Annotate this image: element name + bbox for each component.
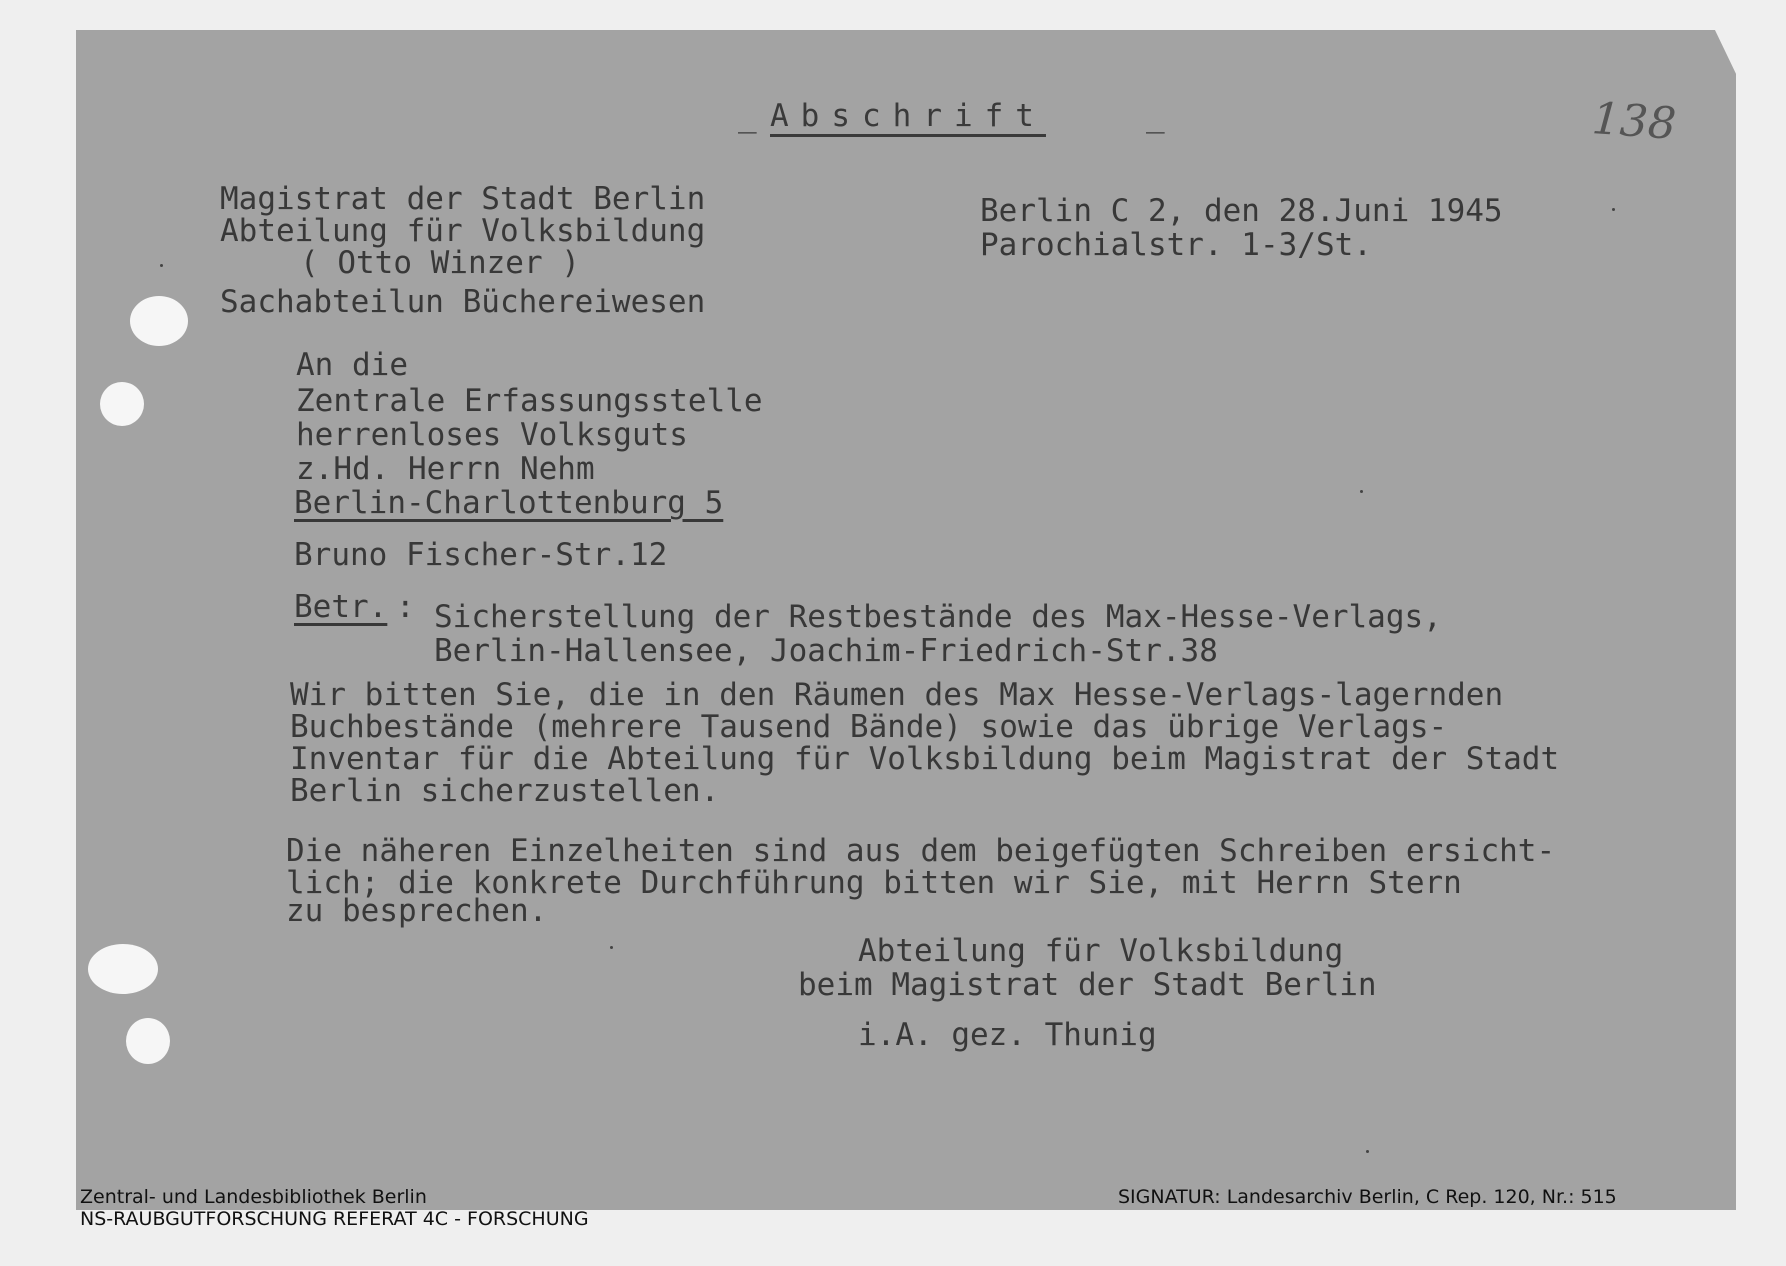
sheet-corner [1714,28,1738,78]
folio-number: 138 [1590,93,1678,150]
body-line: Die näheren Einzelheiten sind aus dem beigefügten Schreiben ersicht- [286,833,1556,869]
body-line: Wir bitten Sie, die in den Räumen des Max Hesse-Verlags-lagernden [290,677,1504,713]
signature-line-1: Abteilung für Volksbildung [858,933,1344,969]
subject-label: Betr. [294,589,388,625]
scan-speck [1612,208,1615,211]
scan-speck [1366,1150,1369,1153]
body-line: Berlin sicherzustellen. [290,773,720,809]
punch-hole-1 [130,296,188,346]
footer-institution: Zentral- und Landesbibliothek Berlin [80,1186,427,1208]
sender-line-3: ( Otto Winzer ) [300,245,580,281]
scan-speck [1360,490,1363,493]
punch-hole-2 [100,382,144,426]
subject-separator: : [396,589,415,625]
subject-line-1: Sicherstellung der Restbestände des Max-Hesse-Verlags, [434,599,1442,635]
body-line: zu besprechen. [286,893,548,929]
sender-line-1: Magistrat der Stadt Berlin [220,181,706,217]
signature-line-3: i.A. gez. Thunig [858,1017,1157,1053]
place-date-line: Berlin C 2, den 28.Juni 1945 [980,193,1503,229]
body-line: Inventar für die Abteilung für Volksbildung beim Magistrat der Stadt [290,741,1560,777]
recipient-line-4: z.Hd. Herrn Nehm [296,451,595,487]
punch-hole-3 [88,944,158,994]
recipient-street: Bruno Fischer-Str.12 [294,537,668,573]
footer-left [80,1186,589,1230]
punch-hole-4 [126,1018,170,1064]
footer-signature: SIGNATUR: Landesarchiv Berlin, C Rep. 120, Nr.: 515 [1118,1186,1617,1208]
document-title: Abschrift [770,98,1046,134]
recipient-line-2: Zentrale Erfassungsstelle [296,383,763,419]
recipient-line-3: herrenloses Volksguts [296,417,688,453]
title-dash-left: _ [738,98,757,134]
subject-line-2: Berlin-Hallensee, Joachim-Friedrich-Str.38 [434,633,1218,669]
recipient-line-1: An die [296,347,408,383]
address-line: Parochialstr. 1-3/St. [980,227,1372,263]
signature-line-2: beim Magistrat der Stadt Berlin [798,967,1377,1003]
title-dash-right: _ [1146,98,1165,134]
scan-speck [160,264,163,267]
footer-right [1118,1186,1617,1208]
body-line: Buchbestände (mehrere Tausend Bände) sowie das übrige Verlags- [290,709,1448,745]
footer-department: NS-RAUBGUTFORSCHUNG REFERAT 4C - FORSCHUNG [80,1208,589,1230]
body-line: lich; die konkrete Durchführung bitten wir Sie, mit Herrn Stern [286,865,1462,901]
sender-line-2: Abteilung für Volksbildung [220,213,706,249]
recipient-city: Berlin-Charlottenburg 5 [294,485,724,521]
sender-line-4: Sachabteilun Büchereiwesen [220,284,706,320]
scan-speck [610,946,613,949]
